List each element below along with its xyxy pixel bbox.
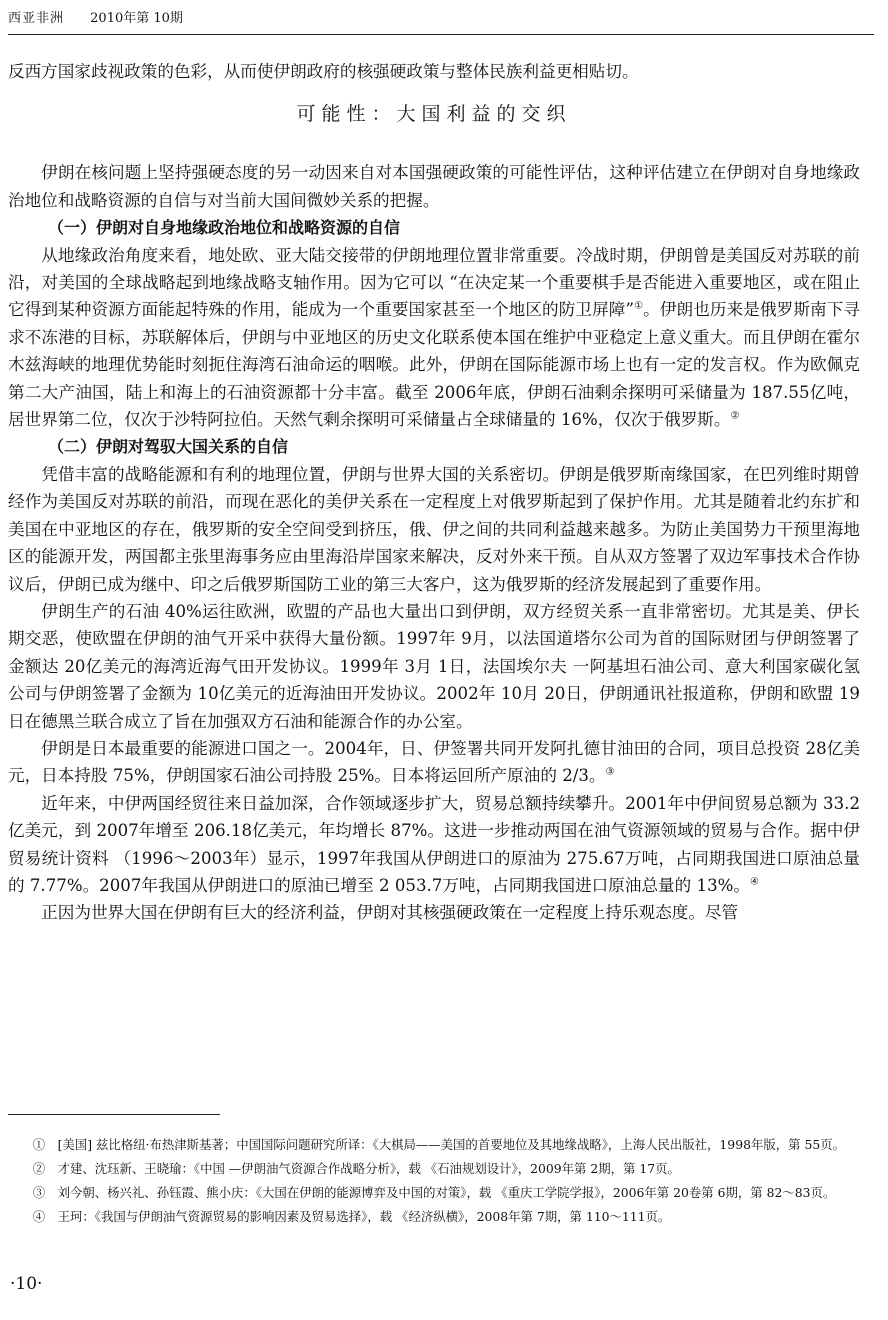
page-number: ·10· [10,1274,43,1294]
article-body [8,58,860,927]
footnote-ref[interactable]: ④ [750,876,759,888]
paragraph: 伊朗在核问题上坚持强硬态度的另一动因来自对本国强硬政策的可能性评估，这种评估建立在伊朗对自身地缘政治地位和战略资源的自信与对当前大国间微妙关系的把握。 [8,163,860,210]
footnote: ④ 王珂：《我国与伊朗油气资源贸易的影响因素及贸易选择》，载 《经济纵横》，2008年第 7期，第 110～111页。 [32,1209,671,1224]
section-title: 可能性：大国利益的交织 [296,103,572,126]
footnote: ② 才建、沈珏新、王晓瑜：《中国 —伊朗油气资源合作战略分析》，载 《石油规划设计》，2009年第 2期，第 17页。 [32,1161,680,1176]
paragraph-text: 近年来，中伊两国经贸往来日益加深，合作领域逐步扩大，贸易总额持续攀升。2001年中伊间贸易总额为 33.2亿美元，到 2007年增至 206.18亿美元，年均增长 87%。这进一步推动两国在油气资源领域的贸易与合作。据中伊贸易统计资料 （1996～2003年）显示，1997年我国从伊朗进口的原油为 275.67万吨，占同期我国进口原油总量的 7.77%。2007年我国从伊朗进口的原油已增至 2 053.7万吨，占同期我国进口原油总量的 13%。 [8,793,860,895]
issue-number: 2010年第 10期 [90,11,183,26]
paragraph [8,735,860,790]
journal-name: 西亚非洲 [8,11,65,26]
paragraph-text: 。伊朗也历来是俄罗斯南下寻求不冻港的目标，苏联解体后，伊朗与中亚地区的历史文化联系使本国在维护中亚稳定上意义重大。而且伊朗在霍尔木兹海峡的地理优势能时刻扼住海湾石油命运的咽喉。此外，伊朗在国际能源市场上也有一定的发言权。作为欧佩克第二大产油国，陆上和海上的石油资源都十分丰富。截至 2006年底，伊朗石油剩余探明可采储量为 187.55亿吨，居世界第二位，仅次于沙特阿拉伯。天然气剩余探明可采储量占全球储量的 16%，仅次于俄罗斯。 [8,300,861,430]
footnote: ③ 刘今朝、杨兴礼、孙钰霞、熊小庆：《大国在伊朗的能源博弈及中国的对策》，载 《重庆工学院学报》，2006年第 20卷第 6期，第 82～83页。 [32,1185,836,1200]
subsection-heading-2: （二）伊朗对驾驭大国关系的自信 [48,437,289,457]
footnote-ref[interactable]: ② [730,410,740,422]
paragraph [8,242,860,434]
paragraph [8,790,860,900]
subsection-heading-1: （一）伊朗对自身地缘政治地位和战略资源的自信 [48,218,401,238]
paragraph: 伊朗生产的石油 40%运往欧洲，欧盟的产品也大量出口到伊朗，双方经贸关系一直非常密切。尤其是美、伊长期交恶，使欧盟在伊朗的油气开采中获得大量份额。1997年 9月，以法国道塔尔公司为首的国际财团与伊朗签署了金额达 20亿美元的海湾近海气田开发协议。1999年 3月 1日，法国埃尔夫 一阿基坦石油公司、意大利国家碳化氢公司与伊朗签署了金额为 10亿美元的近海油田开发协议。2002年 10月 20日，伊朗通讯社报道称，伊朗和欧盟 19日在德黑兰联合成立了旨在加强双方石油和能源合作的办公室。 [8,601,860,731]
footnotes [8,1134,860,1230]
paragraph: 凭借丰富的战略能源和有利的地理位置，伊朗与世界大国的关系密切。伊朗是俄罗斯南缘国家，在巴列维时期曾经作为美国反对苏联的前沿，而现在恶化的美伊关系在一定程度上对俄罗斯起到了保护作用。尤其是随着北约东扩和美国在中亚地区的存在，俄罗斯的安全空间受到挤压，俄、伊之间的共同利益越来越多。为防止美国势力干预里海地区的能源开发，两国都主张里海事务应由里海沿岸国家来解决，反对外来干预。自从双方签署了双边军事技术合作协议后，伊朗已成为继中、印之后俄罗斯国防工业的第三大客户，这为俄罗斯的经济发展起到了重要作用。 [8,464,860,594]
paragraph-text: 从地缘政治角度来看，地处欧、亚大陆交接带的伊朗地理位置非常重要。冷战时期，伊朗曾是美国反对苏联的前沿，对美国的全球战略起到地缘战略支轴作用。因为它可以 “在决定某一个重要棋手是否能进入重要地区，或在阻止它得到某种资源方面能起特殊的作用，能成为一个重要国家甚至一个地区的防卫屏障” [8,245,860,320]
footnote-divider [8,1114,220,1115]
running-header [8,6,874,35]
paragraph-continued: 反西方国家歧视政策的色彩，从而使伊朗政府的核强硬政策与整体民族利益更相贴切。 [8,62,639,81]
paragraph-text: 伊朗是日本最重要的能源进口国之一。2004年，日、伊签署共同开发阿扎德甘油田的合同，项目总投资 28亿美元，日本持股 75%，伊朗国家石油公司持股 25%。日本将运回所产原油的 2/3。 [8,738,860,786]
paragraph: 正因为世界大国在伊朗有巨大的经济利益，伊朗对其核强硬政策在一定程度上持乐观态度。尽管 [41,903,739,923]
footnote-ref[interactable]: ③ [605,766,615,778]
footnote-ref[interactable]: ① [633,300,644,312]
footnote: ① [美国] 兹比格纽·布热津斯基著；中国国际问题研究所译：《大棋局——美国的首要地位及其地缘战略》，上海人民出版社，1998年版，第 55页。 [32,1137,846,1152]
